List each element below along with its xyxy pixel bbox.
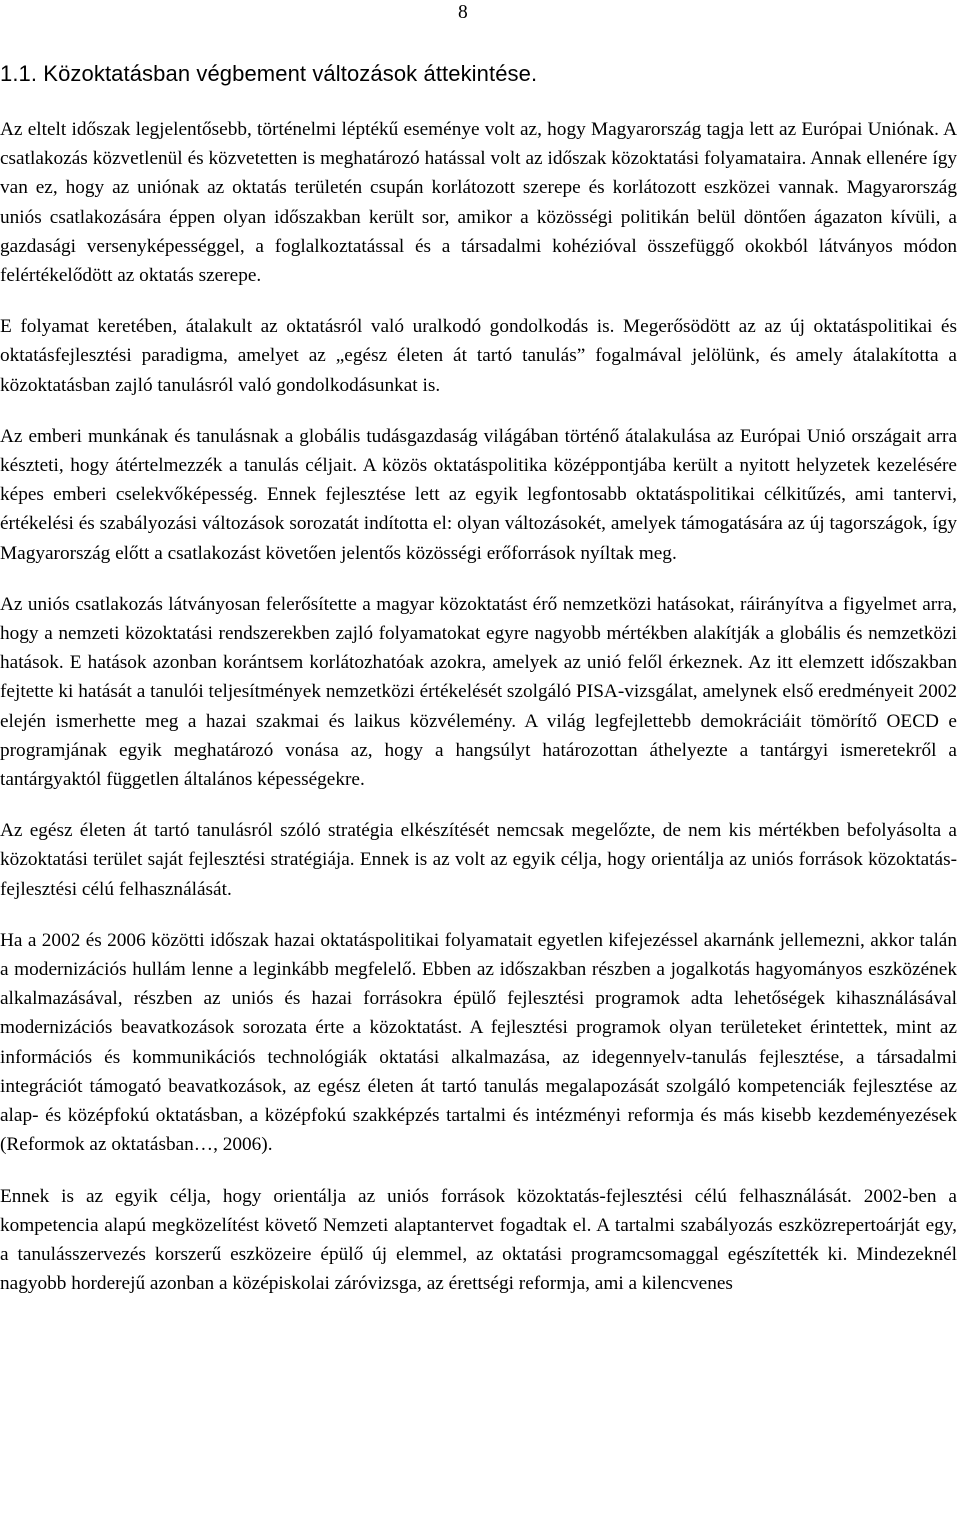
paragraph-development-strategy: Az egész életen át tartó tanulásról szóló stratégia elkészítését nemcsak megelőzte, de nem kis mértékben befolyásolta a közoktatási terület saját fejlesztési stratégiája. Ennek is az volt az egyik célja, hogy orientálja az uniós források közoktatás-fejlesztési célú felhasználását.	[0, 820, 957, 900]
paragraph-knowledge-economy: Az emberi munkának és tanulásnak a globális tudásgazdaság világában történő átalakulása az Európai Unió országait arra készteti, hogy átértelmezzék a tanulás céljait. A közös oktatáspolitika középpontjába került a nyitott helyzetek kezelésére képes emberi cselekvőképesség. Ennek fejlesztése lett az egyik legfontosabb oktatáspolitikai célkitűzés, ami tantervi, értékelési és szabályozási változások sorozatát indította el: olyan változásokét, amelyek támogatására az új tagországok, így Magyarország előtt a csatlakozást követően jelentős közösségi erőforrások nyíltak meg.	[0, 425, 957, 564]
paragraph-lifelong-learning-paradigm: E folyamat keretében, átalakult az oktatásról való uralkodó gondolkodás is. Megerősödött az az új oktatáspolitikai és oktatásfejlesztési paradigma, amelyet az „egész életen át tartó tanulás” fogalmával jelölünk, és amely átalakította a közoktatásban zajló tanulásról való gondolkodásunkat is.	[0, 316, 957, 396]
page-number: 8	[458, 2, 468, 23]
body-text	[0, 115, 957, 1298]
paragraph-curriculum-reform: Ennek is az egyik célja, hogy orientálja az uniós források közoktatás-fejlesztési célú felhasználását. 2002-ben a kompetencia alapú megközelítést követő Nemzeti alaptantervet fogadtak el. A tartalmi szabályozás eszközrepertoárját egy, a tanulásszervezés korszerű eszközeire épülő új elemmel, az oktatási programcsomaggal egészítették ki. Mindezeknél nagyobb horderejű azonban a középiskolai záróvizsga, az érettségi reformja, ami a kilencvenes	[0, 1185, 957, 1295]
paragraph-modernization-wave: Ha a 2002 és 2006 közötti időszak hazai oktatáspolitikai folyamatait egyetlen kifejezéssel akarnánk jellemezni, akkor talán a modernizációs hullám lenne a leginkább megfelelő. Ebben az időszakban részben a jogalkotás hagyományos eszközének alkalmazásával, részben az uniós és hazai forrásokra épülő fejlesztési programok adta lehetőségek kihasználásával modernizációs beavatkozások sorozata érte a közoktatást. A fejlesztési programok olyan területeket érintettek, mint az információs és kommunikációs technológiák oktatási alkalmazása, az idegennyelv-tanulás fejlesztése, a társadalmi integrációt támogató beavatkozások, az egész életen át tartó tanulás megalapozását szolgáló kompetenciák fejlesztése az alap- és középfokú oktatásban, a középfokú szakképzés tartalmi és intézményi reformja és más kisebb kezdeményezések (Reformok az oktatásban…, 2006).	[0, 929, 957, 1156]
paragraph-eu-accession: Az eltelt időszak legjelentősebb, történelmi léptékű eseménye volt az, hogy Magyarország tagja lett az Európai Uniónak. A csatlakozás közvetlenül és közvetetten is meghatározó hatással volt az időszak közoktatási folyamataira. Annak ellenére így van ez, hogy az uniónak az oktatás területén csupán korlátozott szerepe és korlátozott eszközei vannak. Magyarország uniós csatlakozására éppen olyan időszakban került sor, amikor a közösségi politikán belül döntően ágazaton kívüli, a gazdasági versenyképességgel, a foglalkoztatással és a társadalmi kohézióval összefüggő okokból látványos módon felértékelődött az oktatás szerepe.	[0, 119, 957, 287]
section-heading: 1.1. Közoktatásban végbement változások áttekintése.	[0, 61, 538, 86]
paragraph-international-effects: Az uniós csatlakozás látványosan felerősítette a magyar közoktatást érő nemzetközi hatásokat, ráirányítva a figyelmet arra, hogy a nemzeti közoktatási rendszerekben zajló folyamatokat egyre nagyobb mértékben alakítják a globális és nemzetközi hatások. E hatások azonban korántsem korlátozhatóak azokra, amelyek az unió felől érkeznek. Az itt elemzett időszakban fejtette ki hatását a tanulói teljesítmények nemzetközi értékelését szolgáló PISA-vizsgálat, amelynek első eredményeit 2002 elején ismerhette meg a hazai szakmai és laikus közvélemény. A világ legfejlettebb demokráciáit tömörítő OECD e programjának egyik meghatározó vonása az, hogy a hangsúlyt határozottan áthelyezte a tantárgyi ismeretekről a tantárgyaktól független általános képességekre.	[0, 593, 957, 791]
